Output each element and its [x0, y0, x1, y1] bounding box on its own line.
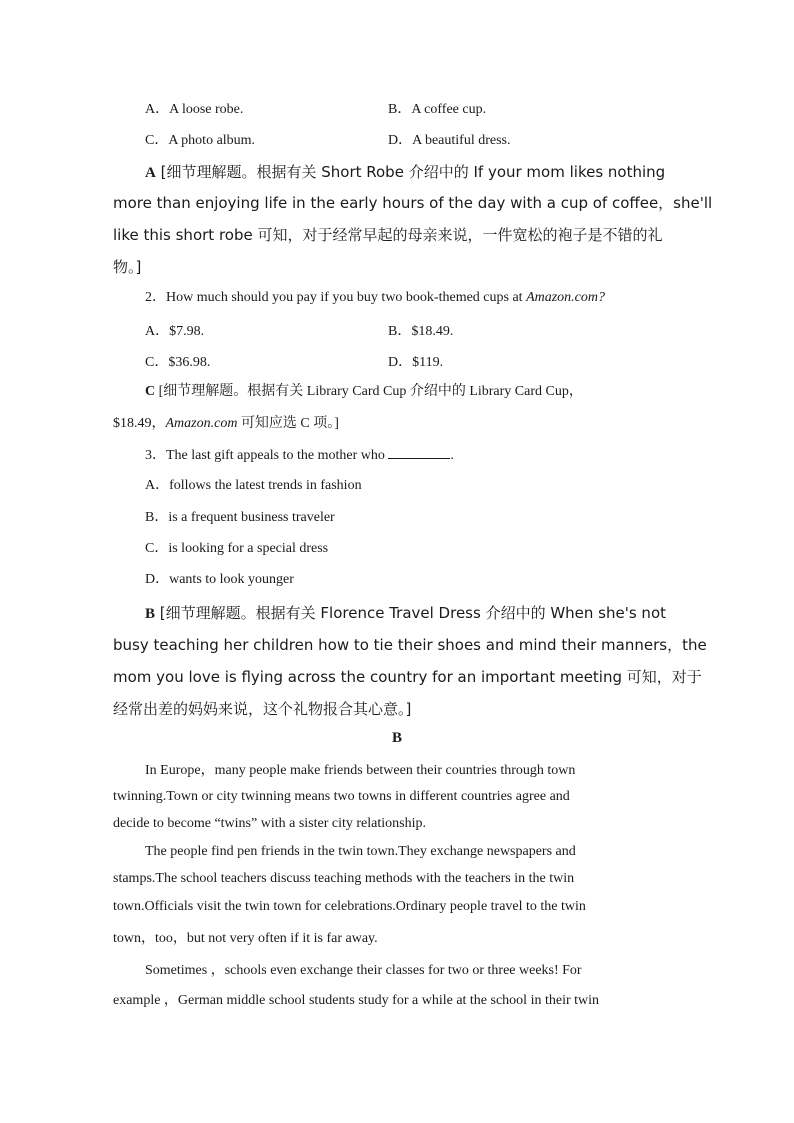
- q2-answer-text-1: [细节理解题。根据有关 Library Card Cup 介绍中的 Library Card Cup，: [155, 384, 583, 399]
- q1-answer-line-3: like this short robe 可知，对于经常早起的母亲来说，一件宽松的袍子是不错的礼: [113, 226, 663, 244]
- p2-line-3: town.Officials visit the twin town for celebrations.Ordinary people travel to the twin: [113, 899, 586, 914]
- q1-option-a: A．A loose robe.: [145, 102, 244, 117]
- q2-option-d: D．$119.: [388, 355, 444, 370]
- q3-option-c: C．is looking for a special dress: [145, 541, 329, 556]
- q3-option-d: D．wants to look younger: [145, 572, 294, 587]
- q1-answer-line-4: 物。]: [113, 258, 142, 276]
- p1-line-3: decide to become “twins” with a sister city relationship.: [113, 816, 426, 831]
- q1-answer-text-1: [细节理解题。根据有关 Short Robe 介绍中的 If your mom likes nothing: [155, 163, 666, 181]
- q2-stem: [145, 289, 715, 307]
- q1-option-b: B．A coffee cup.: [388, 102, 487, 117]
- q3-answer-line-2: busy teaching her children how to tie their shoes and mind their manners，the: [113, 636, 707, 654]
- q1-answer-letter: A: [145, 165, 156, 181]
- q3-answer-letter: B: [145, 606, 156, 622]
- q2-option-c: C．$36.98.: [145, 355, 211, 370]
- q2-answer-line-2: [113, 415, 683, 433]
- q3-answer-line-3: mom you love is flying across the country for an important meeting 可知，对于: [113, 668, 702, 686]
- q1-option-c: C．A photo album.: [145, 133, 256, 148]
- q2-answer-site: Amazon.com: [165, 416, 238, 431]
- p3-line-2: example ，German middle school students study for a while at the school in their twin: [113, 993, 600, 1008]
- q2-answer-rest: 可知应选 C 项。]: [237, 416, 339, 431]
- q3-answer-line-4: 经常出差的妈妈来说，这个礼物报合其心意。]: [113, 700, 412, 718]
- q1-option-d: D．A beautiful dress.: [388, 133, 511, 148]
- q3-answer-line-1: [145, 602, 683, 623]
- q2-stem-site: Amazon.com?: [526, 290, 605, 305]
- p2-line-4: town，too，but not very often if it is far away.: [113, 931, 378, 946]
- p3-line-1: Sometimes ，schools even exchange their classes for two or three weeks! For: [145, 963, 582, 978]
- section-b-heading: B: [391, 730, 402, 746]
- q1-answer-line-1: [145, 161, 683, 182]
- q3-stem-text: 3．The last gift appeals to the mother who: [145, 448, 389, 463]
- q3-answer-text-1: [细节理解题。根据有关 Florence Travel Dress 介绍中的 When she's not: [155, 604, 666, 622]
- q3-stem: [145, 446, 715, 465]
- q2-answer-line-1: [145, 383, 715, 401]
- p2-line-1: The people find pen friends in the twin town.They exchange newspapers and: [145, 844, 576, 859]
- q2-option-a: A．$7.98.: [145, 324, 205, 339]
- q2-answer-price: $18.49，: [113, 416, 166, 431]
- p1-line-1: In Europe，many people make friends between their countries through town: [145, 763, 576, 778]
- q2-stem-text: 2．How much should you pay if you buy two book-themed cups at: [145, 290, 527, 305]
- q3-stem-end: .: [450, 448, 454, 463]
- q3-option-a: A．follows the latest trends in fashion: [145, 478, 362, 493]
- q2-answer-letter: C: [145, 384, 156, 399]
- q3-answer-blank: [388, 446, 450, 459]
- q1-answer-line-2: more than enjoying life in the early hours of the day with a cup of coffee，she'll: [113, 194, 713, 212]
- p1-line-2: twinning.Town or city twinning means two towns in different countries agree and: [113, 789, 570, 804]
- q2-option-b: B．$18.49.: [388, 324, 454, 339]
- p2-line-2: stamps.The school teachers discuss teaching methods with the teachers in the twin: [113, 871, 575, 886]
- q3-option-b: B．is a frequent business traveler: [145, 510, 335, 525]
